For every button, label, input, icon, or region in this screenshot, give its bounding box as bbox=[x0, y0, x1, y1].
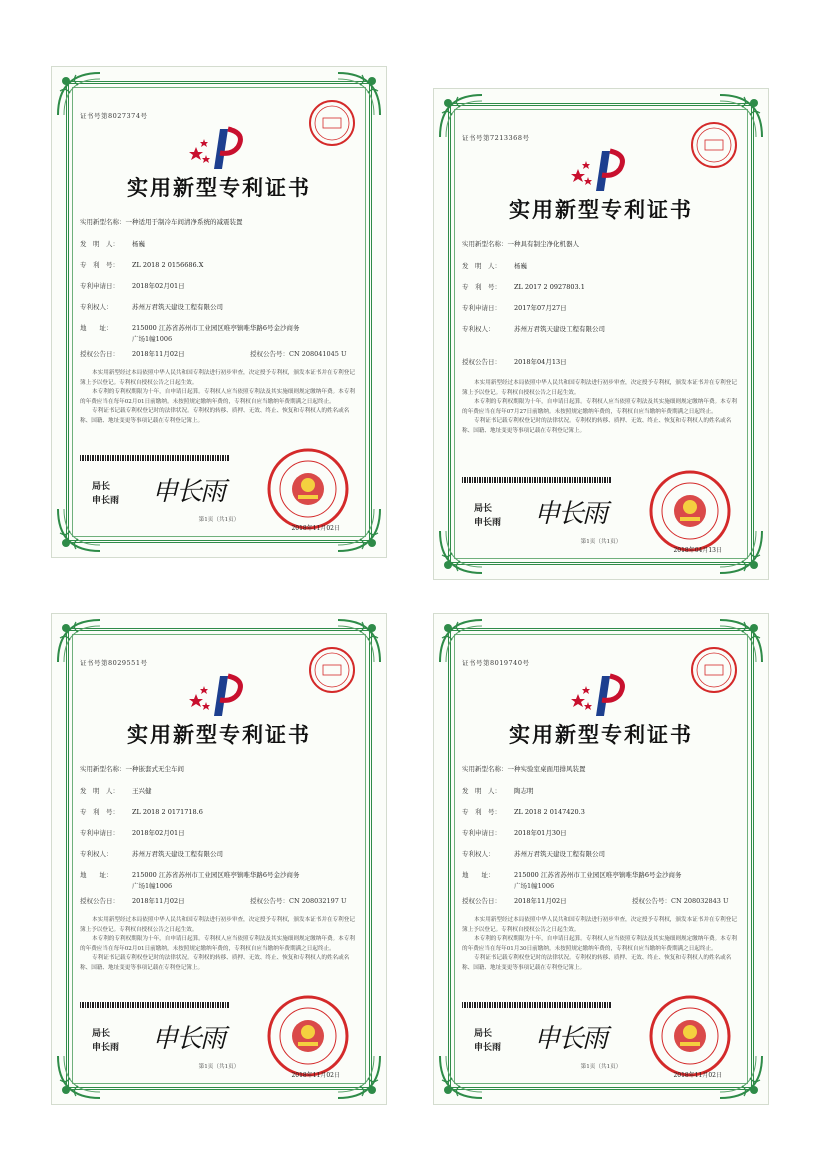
address-label: 地 址： bbox=[80, 871, 113, 879]
director-signature: 申长雨 bbox=[534, 499, 607, 529]
body-paragraph: 专利证书记载专利权登记时的法律状况。专利权的转移、质押、无效、终止、恢复和专利权人的姓名或名称、国籍、地址变更等事项记载在专利登记簿上。 bbox=[80, 408, 350, 424]
grant-row bbox=[80, 349, 360, 358]
address-line1: 215000 江苏省苏州市工业园区唯亭镇唯华路6号金沙商务 bbox=[514, 871, 682, 879]
red-stamp-icon bbox=[306, 97, 358, 149]
barcode bbox=[80, 1002, 230, 1008]
cnipa-logo-icon bbox=[182, 125, 252, 173]
patent-number: ZL 2018 2 0147420.3 bbox=[514, 808, 585, 816]
utility-name-row bbox=[462, 239, 579, 248]
patentee-label: 专利权人： bbox=[80, 303, 113, 311]
address-row bbox=[462, 870, 682, 879]
certificate-body bbox=[462, 916, 740, 973]
body-paragraph: 本专利的专利权期限为十年，自申请日起算。专利权人应当依照专利法及其实施细则规定缴纳年费。本专利的年费应当在每年02月01日前缴纳。未按照规定缴纳年费的，专利权自应当缴纳年费期满之日起终止。 bbox=[80, 936, 355, 952]
cnipa-logo-icon bbox=[564, 147, 634, 195]
filing-date-row bbox=[462, 303, 567, 312]
body-paragraph: 本实用新型经过本局依照中华人民共和国专利法进行初步审查，决定授予专利权，颁发本证书并在专利登记簿上予以登记。专利权自授权公告之日起生效。 bbox=[462, 917, 737, 933]
address-label: 地 址： bbox=[80, 324, 113, 332]
patentee-row bbox=[80, 302, 223, 311]
certificate-title: 实用新型专利证书 bbox=[127, 175, 311, 200]
filing-date: 2017年07月27日 bbox=[514, 304, 567, 312]
director-name: 申长雨 bbox=[92, 496, 120, 506]
grant-date-label: 授权公告日： bbox=[80, 897, 119, 905]
utility-name: 一种嵌套式无尘车间 bbox=[125, 765, 184, 773]
address-line1: 215000 江苏省苏州市工业园区唯亭镇唯华路6号金沙商务 bbox=[132, 871, 300, 879]
red-stamp-icon bbox=[306, 644, 358, 696]
grant-date: 2018年11月02日 bbox=[514, 897, 567, 905]
inventor-label: 发 明 人： bbox=[462, 262, 501, 270]
filing-date: 2018年02月01日 bbox=[132, 829, 185, 837]
seal-date: 2018年04月13日 bbox=[673, 547, 722, 554]
inventor-row bbox=[80, 239, 145, 248]
inventor: 陶志明 bbox=[514, 787, 534, 795]
ornament-icon bbox=[438, 529, 484, 575]
filing-date-label: 专利申请日： bbox=[80, 829, 119, 837]
patent-number-row bbox=[462, 282, 585, 291]
director-name: 申长雨 bbox=[92, 1043, 120, 1053]
barcode bbox=[80, 455, 230, 461]
barcode bbox=[462, 477, 612, 483]
ornament-icon bbox=[438, 1054, 484, 1100]
barcode bbox=[462, 1002, 612, 1008]
certificate-number: 证书号第8019740号 bbox=[462, 659, 530, 667]
grant-date-label: 授权公告日： bbox=[462, 358, 501, 366]
utility-name-row bbox=[462, 764, 586, 773]
patent-number-label: 专 利 号： bbox=[462, 808, 501, 816]
certificate-number: 证书号第8029551号 bbox=[80, 659, 148, 667]
grant-date-label: 授权公告日： bbox=[80, 350, 119, 358]
patentee-label: 专利权人： bbox=[462, 325, 495, 333]
ornament-icon bbox=[56, 1054, 102, 1100]
utility-name-row bbox=[80, 764, 184, 773]
body-paragraph: 本实用新型经过本局依照中华人民共和国专利法进行初步审查，决定授予专利权，颁发本证书并在专利登记簿上予以登记。专利权自授权公告之日起生效。 bbox=[462, 380, 737, 396]
filing-date-row bbox=[80, 281, 185, 290]
patentee: 苏州万君筑天建设工程有限公司 bbox=[514, 850, 605, 858]
patent-number-row bbox=[462, 807, 585, 816]
grant-date-label: 授权公告日： bbox=[462, 897, 501, 905]
certificate-number: 证书号第8027374号 bbox=[80, 112, 148, 120]
patentee: 苏州万君筑天建设工程有限公司 bbox=[132, 303, 223, 311]
certificate-body bbox=[462, 379, 740, 436]
director-label: 局长 bbox=[92, 482, 111, 492]
inventor: 王兴健 bbox=[132, 787, 152, 795]
seal-date: 2018年11月02日 bbox=[291, 1072, 340, 1079]
grant-row bbox=[462, 357, 742, 366]
cnipa-logo-icon bbox=[564, 672, 634, 720]
address-line2: 广场1幢1006 bbox=[514, 882, 555, 890]
body-paragraph: 本实用新型经过本局依照中华人民共和国专利法进行初步审查，决定授予专利权，颁发本证书并在专利登记簿上予以登记。专利权自授权公告之日起生效。 bbox=[80, 370, 355, 386]
body-paragraph: 本专利的专利权期限为十年，自申请日起算。专利权人应当依照专利法及其实施细则规定缴纳年费。本专利的年费应当在每年07月27日前缴纳。未按照规定缴纳年费的，专利权自应当缴纳年费期满之日起终止。 bbox=[462, 399, 737, 415]
utility-name-row bbox=[80, 217, 243, 226]
grant-date: 2018年11月02日 bbox=[132, 897, 185, 905]
cnipa-logo-icon bbox=[182, 672, 252, 720]
grant-row bbox=[80, 896, 360, 905]
patent-number-label: 专 利 号： bbox=[462, 283, 501, 291]
director-signature: 申长雨 bbox=[534, 1024, 607, 1054]
red-stamp-icon bbox=[688, 644, 740, 696]
certificate-body bbox=[80, 916, 358, 973]
page-number: 第1页（共1页） bbox=[198, 1064, 240, 1070]
body-paragraph: 专利证书记载专利权登记时的法律状况。专利权的转移、质押、无效、终止、恢复和专利权人的姓名或名称、国籍、地址变更等事项记载在专利登记簿上。 bbox=[80, 955, 350, 971]
inventor-row bbox=[462, 786, 534, 795]
grant-no: CN 208032843 U bbox=[671, 897, 729, 905]
inventor-row bbox=[80, 786, 152, 795]
certificate-number: 证书号第7213368号 bbox=[462, 134, 530, 142]
filing-date-label: 专利申请日： bbox=[462, 829, 501, 837]
grant-date: 2018年04月13日 bbox=[514, 358, 567, 366]
patent-number-label: 专 利 号： bbox=[80, 808, 119, 816]
certificate-title: 实用新型专利证书 bbox=[509, 722, 693, 747]
inventor: 杨巍 bbox=[514, 262, 527, 270]
seal-date: 2018年11月02日 bbox=[291, 525, 340, 532]
patentee: 苏州万君筑天建设工程有限公司 bbox=[514, 325, 605, 333]
utility-name-label: 实用新型名称： bbox=[462, 240, 508, 248]
director-name: 申长雨 bbox=[474, 1043, 502, 1053]
patent-number-row bbox=[80, 807, 203, 816]
patentee-row bbox=[80, 849, 223, 858]
patent-number-row bbox=[80, 260, 203, 269]
address-label: 地 址： bbox=[462, 871, 495, 879]
patent-certificate bbox=[51, 66, 387, 558]
red-stamp-icon bbox=[688, 119, 740, 171]
grant-no-label: 授权公告号： bbox=[250, 897, 289, 905]
patent-number: ZL 2017 2 0927803.1 bbox=[514, 283, 585, 291]
utility-name: 一种适用于制冷车间清净系统的减震装置 bbox=[125, 218, 243, 226]
grant-date: 2018年11月02日 bbox=[132, 350, 185, 358]
utility-name-label: 实用新型名称： bbox=[80, 218, 126, 226]
filing-date-label: 专利申请日： bbox=[462, 304, 501, 312]
filing-date-row bbox=[80, 828, 185, 837]
inventor: 杨巍 bbox=[132, 240, 145, 248]
inventor-label: 发 明 人： bbox=[462, 787, 501, 795]
grant-no-group bbox=[250, 896, 347, 905]
page-number: 第1页（共1页） bbox=[580, 539, 622, 545]
patent-certificate bbox=[433, 88, 769, 580]
grant-no: CN 208041045 U bbox=[289, 350, 347, 358]
grant-no-label: 授权公告号： bbox=[632, 897, 671, 905]
page-number: 第1页（共1页） bbox=[198, 517, 240, 523]
body-paragraph: 本实用新型经过本局依照中华人民共和国专利法进行初步审查，决定授予专利权，颁发本证书并在专利登记簿上予以登记。专利权自授权公告之日起生效。 bbox=[80, 917, 355, 933]
certificate-title: 实用新型专利证书 bbox=[509, 197, 693, 222]
patentee-row bbox=[462, 324, 605, 333]
director-label: 局长 bbox=[92, 1029, 111, 1039]
patentee-label: 专利权人： bbox=[462, 850, 495, 858]
inventor-label: 发 明 人： bbox=[80, 787, 119, 795]
patent-certificate bbox=[51, 613, 387, 1105]
utility-name-label: 实用新型名称： bbox=[462, 765, 508, 773]
director-label: 局长 bbox=[474, 1029, 493, 1039]
filing-date-label: 专利申请日： bbox=[80, 282, 119, 290]
body-paragraph: 专利证书记载专利权登记时的法律状况。专利权的转移、质押、无效、终止、恢复和专利权人的姓名或名称、国籍、地址变更等事项记载在专利登记簿上。 bbox=[462, 418, 732, 434]
grant-no-group bbox=[250, 349, 347, 358]
utility-name-label: 实用新型名称： bbox=[80, 765, 126, 773]
patentee-label: 专利权人： bbox=[80, 850, 113, 858]
inventor-label: 发 明 人： bbox=[80, 240, 119, 248]
address-line1: 215000 江苏省苏州市工业园区唯亭镇唯华路6号金沙商务 bbox=[132, 324, 300, 332]
page-number: 第1页（共1页） bbox=[580, 1064, 622, 1070]
grant-no: CN 208032197 U bbox=[289, 897, 347, 905]
address-line2: 广场1幢1006 bbox=[132, 335, 173, 343]
address-line2: 广场1幢1006 bbox=[132, 882, 173, 890]
grant-no-label: 授权公告号： bbox=[250, 350, 289, 358]
body-paragraph: 本专利的专利权期限为十年，自申请日起算。专利权人应当依照专利法及其实施细则规定缴纳年费。本专利的年费应当在每年01月30日前缴纳。未按照规定缴纳年费的，专利权自应当缴纳年费期满之日起终止。 bbox=[462, 936, 737, 952]
director-label: 局长 bbox=[474, 504, 493, 514]
grant-row bbox=[462, 896, 742, 905]
director-signature: 申长雨 bbox=[152, 1024, 225, 1054]
body-paragraph: 本专利的专利权期限为十年，自申请日起算。专利权人应当依照专利法及其实施细则规定缴纳年费。本专利的年费应当在每年02月01日前缴纳。未按照规定缴纳年费的，专利权自应当缴纳年费期满之日起终止。 bbox=[80, 389, 355, 405]
body-paragraph: 专利证书记载专利权登记时的法律状况。专利权的转移、质押、无效、终止、恢复和专利权人的姓名或名称、国籍、地址变更等事项记载在专利登记簿上。 bbox=[462, 955, 732, 971]
patent-number: ZL 2018 2 0171718.6 bbox=[132, 808, 203, 816]
director-signature: 申长雨 bbox=[152, 477, 225, 507]
address-row bbox=[80, 323, 300, 332]
grant-no-group bbox=[632, 896, 729, 905]
certificate-body bbox=[80, 369, 358, 426]
filing-date-row bbox=[462, 828, 567, 837]
seal-date: 2018年11月02日 bbox=[673, 1072, 722, 1079]
patentee: 苏州万君筑天建设工程有限公司 bbox=[132, 850, 223, 858]
patent-number: ZL 2018 2 0156686.X bbox=[132, 261, 204, 269]
utility-name: 一种具有制尘净化机器人 bbox=[507, 240, 579, 248]
utility-name: 一种实验室桌面用排风装置 bbox=[507, 765, 586, 773]
address-row bbox=[80, 870, 300, 879]
ornament-icon bbox=[56, 507, 102, 553]
certificate-title: 实用新型专利证书 bbox=[127, 722, 311, 747]
patent-number-label: 专 利 号： bbox=[80, 261, 119, 269]
inventor-row bbox=[462, 261, 527, 270]
director-name: 申长雨 bbox=[474, 518, 502, 528]
patentee-row bbox=[462, 849, 605, 858]
filing-date: 2018年02月01日 bbox=[132, 282, 185, 290]
filing-date: 2018年01月30日 bbox=[514, 829, 567, 837]
patent-certificate bbox=[433, 613, 769, 1105]
